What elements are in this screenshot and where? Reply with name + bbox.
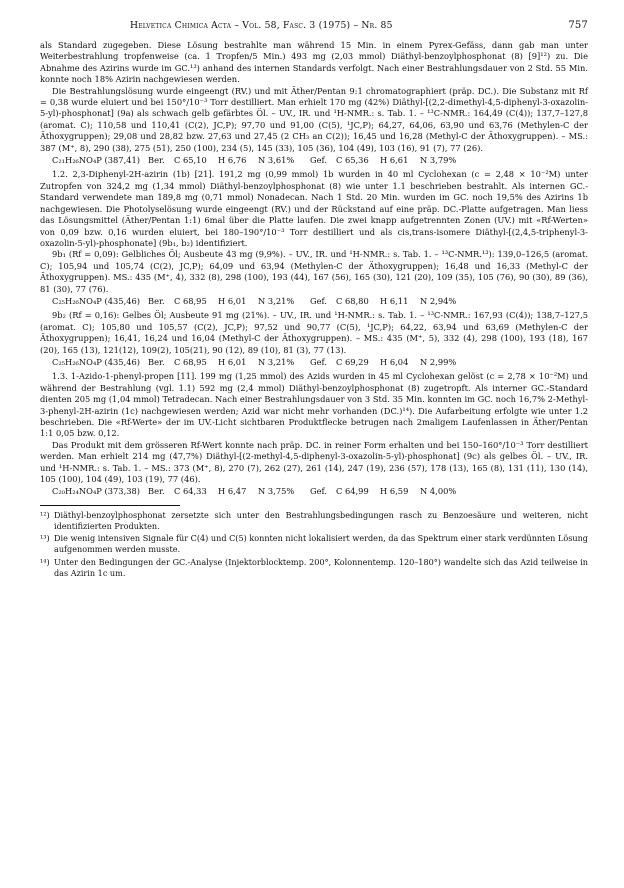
- h-calc: H 6,01: [218, 356, 247, 367]
- footnote-text: Unter den Bedingungen der GC.-Analyse (Injektorblocktemp. 200°, Kolonnentemp. 120–180°) wandelte sich das Azid teilweise in das Azirin 1c um.: [54, 557, 588, 578]
- n-found: N 2,99%: [420, 356, 457, 367]
- paragraph: 9b₂ (Rf = 0,16): Gelbes Öl; Ausbeute 91 mg (21%). – UV., IR. und ¹H-NMR.: s. Tab. 1. – ¹³C-NMR.: 167,93 (C(4)); 138,7–127,5 (aromat. C); 105,80 und 105,57 (C(2), JC,P); 97,52 und 90,77 (C(5), ¹JC,P); 64,22, 63,94 und 63,69 (Methylen-C der Äthoxygruppen); 16,41, 16,24 und 16,04 (Methyl-C der Äthoxygruppen). – MS.: 435 (M⁺, 5), 332 (4), 298 (100), 193 (18), 167 (20), 165 (13), 121(12), 109(2), 105(21), 90 (12), 89 (10), 81 (3), 77 (13).: [40, 310, 588, 355]
- h-found: H 6,04: [380, 356, 409, 367]
- c-calc: C 64,33: [174, 486, 207, 497]
- paragraph: als Standard zugegeben. Diese Lösung bestrahlte man während 15 Min. in einem Pyrex-Gefäss, dann gab man unter Weiterbestrahlung tropfenweise (ca. 1 Tropfen/5 Min.) 493 mg (2,03 mmol) Diäthyl-benzoylphosphonat (8) [9]¹²) zu. Die Abnahme des Azirins wurde im GC.¹³) anhand des internen Standards verfolgt. Nach einer Bestrahlungsdauer von 2 Std. 55 Min. konnte noch 18% Azirin nachgewiesen werden.: [40, 40, 588, 85]
- c-found: C 65,36: [336, 155, 369, 166]
- calc-label: Ber.: [148, 486, 165, 497]
- calc-label: Ber.: [148, 356, 165, 367]
- n-calc: N 3,21%: [258, 356, 295, 367]
- formula: C₂₅H₂₆NO₄P (435,46): [52, 356, 141, 367]
- paragraph: 1.3. 1-Azido-1-phenyl-propen [11]. 199 mg (1,25 mmol) des Azids wurden in 45 ml Cyclohexan gelöst (c = 2,78 × 10⁻²M) und während der Bestrahlung (vgl. 1.1) 592 mg (2,4 mmol) Diäthyl-benzoylphosphonat (8) zugetropft. Als interner GC.-Standard dienten 205 mg (1,04 mmol) Tetradecan. Nach einer Bestrahlungsdauer von 3 Std. 35 Min. konnten im GC. noch 16,7% 2-Methyl-3-phenyl-2H-azirin (1c) nachgewiesen werden; Azid war nicht mehr vorhanden (DC.)¹⁴). Die Aufarbeitung erfolgte wie unter 1.2 beschrieben. Die «Rf-Werte» der im UV.-Licht sichtbaren Produktflecke betrugen nach 2maligem Laufenlassen in Äther/Pentan 1:1 0,05 bzw. 0,12.: [40, 371, 588, 439]
- paragraph: Die Bestrahlungslösung wurde eingeengt (RV.) und mit Äther/Pentan 9:1 chromatographiert (präp. DC.). Die Substanz mit Rf = 0,38 wurde eluiert und bei 150°/10⁻³ Torr destilliert. Man erhielt 170 mg (42%) Diäthyl-[(2,2-dimethyl-4,5-diphenyl-3-oxazolin-5-yl)-phosphonat] (9a) als schwach gelb gefärbtes Öl. – UV., IR. und ¹H-NMR.: s. Tab. 1. – ¹³C-NMR.: 164,49 (C(4)); 137,7–127,8 (aromat. C); 110,58 und 110,41 (C(2), JC,P); 97,70 und 91,00 (C(5), ¹JC,P); 64,27, 64,06, 63,90 und 63,76 (Methylen-C der Äthoxygruppen); 29,08 und 28,82 bzw. 27,63 und 27,45 (2 CH₃ an C(2)); 16,45 und 16,28 (Methyl-C der Äthoxygruppen). – MS.: 387 (M⁺, 8), 290 (38), 275 (51), 250 (100), 234 (5), 145 (33), 105 (36), 104 (49), 103 (16), 91 (7), 77 (26).: [40, 85, 588, 153]
- n-found: N 3,79%: [420, 155, 457, 166]
- footnote-text: Diäthyl-benzoylphosphonat zersetzte sich unter den Bestrahlungsbedingungen rasch zu Benzoesäure und weiteren, nicht identifizierten Produkten.: [54, 509, 588, 531]
- found-label: Gef.: [310, 155, 327, 166]
- formula: C₂₅H₂₆NO₄P (435,46): [52, 295, 141, 306]
- calc-label: Ber.: [148, 295, 165, 306]
- running-header: [40, 20, 588, 36]
- footnote: [40, 557, 588, 579]
- n-found: N 4,00%: [420, 486, 457, 497]
- page-number: 757: [568, 20, 588, 31]
- h-found: H 6,11: [380, 295, 409, 306]
- h-found: H 6,61: [380, 155, 409, 166]
- elemental-analysis: [52, 296, 588, 307]
- footnote-mark: ¹²): [40, 509, 50, 520]
- n-calc: N 3,21%: [258, 295, 295, 306]
- n-found: N 2,94%: [420, 295, 457, 306]
- c-calc: C 68,95: [174, 356, 207, 367]
- h-calc: H 6,76: [218, 155, 247, 166]
- c-calc: C 68,95: [174, 295, 207, 306]
- paragraph: Das Produkt mit dem grösseren Rf-Wert konnte nach präp. DC. in reiner Form erhalten und bei 150–160°/10⁻³ Torr destilliert werden. Man erhielt 214 mg (47,7%) Diäthyl-[(2-methyl-4,5-diphenyl-3-oxazolin-5-yl)-phosphonat] (9c) als gelbes Öl. – UV., IR. und ¹H-NMR.: s. Tab. 1. – MS.: 373 (M⁺, 8), 270 (7), 262 (27), 261 (14), 247 (19), 236 (57), 178 (13), 165 (8), 131 (11), 130 (14), 105 (100), 104 (49), 103 (19), 77 (46).: [40, 439, 588, 485]
- c-calc: C 65,10: [174, 155, 207, 166]
- footnote-rule: [40, 505, 180, 506]
- footnote: [40, 533, 588, 555]
- journal-title: Helvetica Chimica Acta – Vol. 58, Fasc. 3 (1975) – Nr. 85: [130, 20, 393, 31]
- paragraph: 9b₁ (Rf = 0,09): Gelbliches Öl; Ausbeute 43 mg (9,9%). – UV., IR. und ¹H-NMR.: s. Tab. 1. – ¹³C-NMR.¹³): 139,0–126,5 (aromat. C); 105,94 und 105,74 (C(2), JC,P); 64,09 und 63,94 (Methylen-C der Äthoxygruppen); 16,48 und 16,33 (Methyl-C der Äthoxygruppen). MS.: 435 (M⁺, 4), 332 (8), 298 (100), 193 (44), 167 (56), 165 (30), 121 (20), 109 (35), 105 (76), 90 (30), 89 (36), 81 (30), 77 (76).: [40, 249, 588, 294]
- h-calc: H 6,01: [218, 295, 247, 306]
- c-found: C 64,99: [336, 486, 369, 497]
- c-found: C 69,29: [336, 356, 369, 367]
- footnote-mark: ¹³): [40, 533, 50, 544]
- formula: C₂₁H₂₆NO₄P (387,41): [52, 155, 141, 166]
- formula: C₂₀H₂₄NO₄P (373,38): [52, 486, 141, 497]
- elemental-analysis: [52, 357, 588, 368]
- footnote-text: Die wenig intensiven Signale für C(4) und C(5) konnten nicht lokalisiert werden, da das Spektrum einer stark verdünnten Lösung aufgenommen werden musste.: [54, 533, 588, 555]
- h-calc: H 6,47: [218, 486, 247, 497]
- found-label: Gef.: [310, 356, 327, 367]
- found-label: Gef.: [310, 295, 327, 306]
- elemental-analysis: [52, 155, 588, 166]
- calc-label: Ber.: [148, 155, 165, 166]
- footnote: [40, 510, 588, 532]
- found-label: Gef.: [310, 486, 327, 497]
- page: [40, 20, 588, 581]
- paragraph: 1.2. 2,3-Diphenyl-2H-azirin (1b) [21]. 191,2 mg (0,99 mmol) 1b wurden in 40 ml Cyclohexan (c = 2,48 × 10⁻²M) unter Zutropfen von 324,2 mg (1,34 mmol) Diäthyl-benzoylphosphonat (8) wie unter 1.1 beschrieben bestrahlt. Als internen GC.-Standard verwendete man 189,8 mg (0,71 mmol) Nonadecan. Nach 1 Std. 20 Min. wurden im GC. noch 19,5% des Azirins 1b nachgewiesen. Die Photolyselösung wurde eingeengt (RV.) und der Rückstand auf eine präp. DC.-Platte aufgetragen. Man liess das Lösungsmittel (Äther/Pentan 1:1) 6mal über die Platte laufen. Die zwei knapp aufgetrennten Zonen (UV.) mit «Rf-Werten» von 0,09 bzw. 0,16 wurden eluiert, bei 180–190°/10⁻³ Torr destilliert und als cis,trans-isomere Diäthyl-[(2,4,5-triphenyl-3-oxazolin-5-yl)-phosphonate] (9b₁, b₂) identifiziert.: [40, 169, 588, 248]
- c-found: C 68,80: [336, 295, 369, 306]
- h-found: H 6,59: [380, 486, 409, 497]
- n-calc: N 3,61%: [258, 155, 295, 166]
- footnote-mark: ¹⁴): [40, 557, 50, 568]
- n-calc: N 3,75%: [258, 486, 295, 497]
- elemental-analysis: [52, 486, 588, 497]
